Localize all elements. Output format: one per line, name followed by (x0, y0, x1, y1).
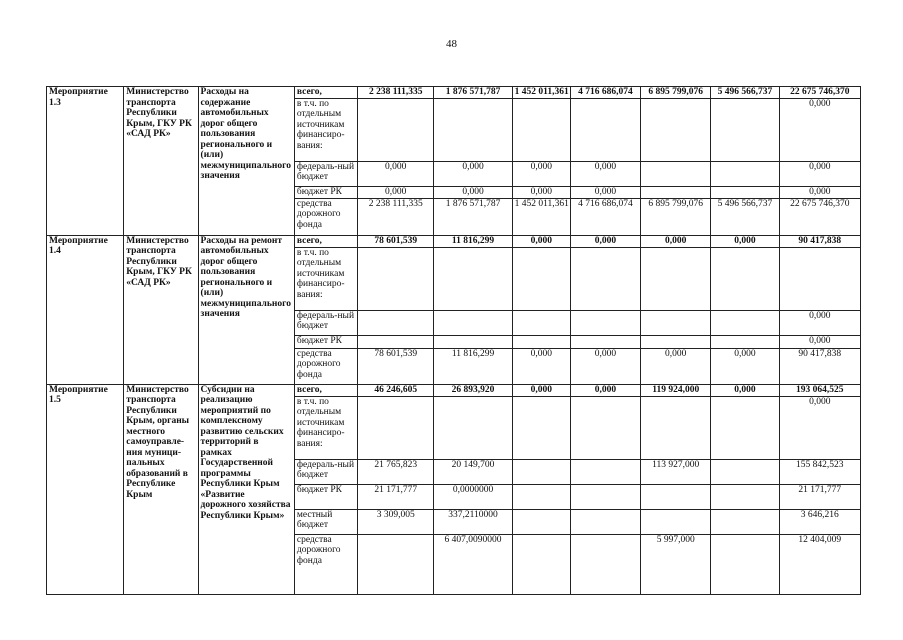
value-cell: 0,000 (512, 161, 570, 186)
source-cell: федераль-ный бюджет (294, 161, 357, 186)
source-cell: в т.ч. по отдельным источникам финансиро-вания: (294, 247, 357, 310)
value-cell: 78 601,539 (358, 235, 434, 247)
source-cell: средства дорожного фонда (294, 348, 357, 384)
value-cell (641, 186, 711, 198)
value-cell: 0,000 (434, 161, 512, 186)
value-cell: 22 675 746,370 (779, 87, 860, 99)
value-cell: 6 895 799,076 (641, 198, 711, 235)
value-cell: 0,000 (779, 396, 860, 459)
value-cell: 21 171,777 (358, 484, 434, 509)
value-cell: 11 816,299 (434, 348, 512, 384)
value-cell: 0,000 (711, 384, 779, 396)
source-cell: бюджет РК (294, 335, 357, 348)
value-cell: 113 927,000 (641, 459, 711, 484)
value-cell (711, 534, 779, 594)
value-cell (512, 396, 570, 459)
value-cell (711, 396, 779, 459)
source-cell: местный бюджет (294, 509, 357, 534)
event-cell: Мероприятие 1.3 (47, 87, 124, 236)
value-cell: 337,2110000 (434, 509, 512, 534)
value-cell (570, 396, 640, 459)
value-cell: 0,000 (779, 310, 860, 335)
value-cell (358, 534, 434, 594)
value-cell (641, 98, 711, 161)
value-cell: 0,000 (570, 384, 640, 396)
value-cell: 0,000 (641, 235, 711, 247)
description-cell: Расходы на ремонт автомобильных дорог общего пользования регионального и (или) межмуниципального значения (198, 235, 294, 384)
value-cell: 0,000 (570, 235, 640, 247)
value-cell (570, 509, 640, 534)
value-cell (641, 247, 711, 310)
value-cell (512, 247, 570, 310)
value-cell (434, 247, 512, 310)
value-cell (641, 484, 711, 509)
value-cell: 11 816,299 (434, 235, 512, 247)
value-cell (512, 459, 570, 484)
value-cell: 0,000 (512, 348, 570, 384)
budget-table (46, 86, 861, 595)
value-cell (711, 509, 779, 534)
value-cell (570, 534, 640, 594)
value-cell: 0,000 (779, 186, 860, 198)
value-cell (641, 509, 711, 534)
value-cell: 0,000 (434, 186, 512, 198)
value-cell: 0,000 (570, 161, 640, 186)
value-cell: 22 675 746,370 (779, 198, 860, 235)
value-cell (641, 161, 711, 186)
value-cell: 1 452 011,361 (512, 87, 570, 99)
value-cell (512, 484, 570, 509)
value-cell (711, 247, 779, 310)
description-cell: Субсидии на реализацию мероприятий по комплексному развитию сельских территорий в рамках Государственной программы Республики Крым «Развитие дорожного хозяйства Республики Крым» (198, 384, 294, 594)
event-cell: Мероприятие 1.5 (47, 384, 124, 594)
description-cell: Расходы на содержание автомобильных дорог общего пользования регионального и (или) межмуниципального значения (198, 87, 294, 236)
value-cell (779, 247, 860, 310)
value-cell (570, 98, 640, 161)
source-cell: средства дорожного фонда (294, 534, 357, 594)
value-cell: 21 765,823 (358, 459, 434, 484)
value-cell (570, 310, 640, 335)
value-cell: 0,000 (711, 235, 779, 247)
value-cell: 1 876 571,787 (434, 198, 512, 235)
value-cell (358, 98, 434, 161)
source-cell: бюджет РК (294, 186, 357, 198)
value-cell (711, 335, 779, 348)
source-cell: всего, (294, 235, 357, 247)
value-cell: 0,000 (779, 98, 860, 161)
value-cell: 12 404,009 (779, 534, 860, 594)
value-cell: 26 893,920 (434, 384, 512, 396)
value-cell: 3 646,216 (779, 509, 860, 534)
source-cell: бюджет РК (294, 484, 357, 509)
value-cell (711, 98, 779, 161)
value-cell: 0,000 (358, 186, 434, 198)
value-cell: 0,000 (512, 235, 570, 247)
source-cell: федераль-ный бюджет (294, 459, 357, 484)
value-cell: 0,000 (512, 186, 570, 198)
source-cell: федераль-ный бюджет (294, 310, 357, 335)
value-cell (570, 484, 640, 509)
value-cell: 0,0000000 (434, 484, 512, 509)
value-cell (434, 396, 512, 459)
value-cell: 5 496 566,737 (711, 198, 779, 235)
value-cell (641, 310, 711, 335)
executor-cell: Министерство транспорта Республики Крым, ГКУ РК «САД РК» (124, 87, 198, 236)
value-cell (512, 509, 570, 534)
value-cell (358, 310, 434, 335)
value-cell (641, 335, 711, 348)
executor-cell: Министерство транспорта Республики Крым, органы местного самоуправле-ния муници-пальных образований в Республике Крым (124, 384, 198, 594)
value-cell (711, 186, 779, 198)
value-cell (434, 98, 512, 161)
source-cell: в т.ч. по отдельным источникам финансиро-вания: (294, 396, 357, 459)
value-cell: 2 238 111,335 (358, 198, 434, 235)
value-cell (711, 161, 779, 186)
value-cell (570, 459, 640, 484)
value-cell (570, 247, 640, 310)
value-cell (512, 98, 570, 161)
value-cell: 3 309,005 (358, 509, 434, 534)
value-cell: 2 238 111,335 (358, 87, 434, 99)
value-cell: 20 149,700 (434, 459, 512, 484)
value-cell (358, 396, 434, 459)
value-cell: 155 842,523 (779, 459, 860, 484)
event-cell: Мероприятие 1.4 (47, 235, 124, 384)
value-cell (434, 310, 512, 335)
value-cell: 21 171,777 (779, 484, 860, 509)
value-cell: 5 997,000 (641, 534, 711, 594)
value-cell: 6 407,0090000 (434, 534, 512, 594)
value-cell: 46 246,605 (358, 384, 434, 396)
value-cell: 90 417,838 (779, 235, 860, 247)
value-cell (570, 335, 640, 348)
value-cell: 0,000 (779, 335, 860, 348)
value-cell: 90 417,838 (779, 348, 860, 384)
table-row (47, 235, 861, 247)
executor-cell: Министерство транспорта Республики Крым, ГКУ РК «САД РК» (124, 235, 198, 384)
value-cell: 0,000 (512, 384, 570, 396)
value-cell (512, 534, 570, 594)
value-cell (711, 484, 779, 509)
value-cell: 0,000 (570, 186, 640, 198)
value-cell (434, 335, 512, 348)
page-number: 48 (446, 38, 457, 50)
value-cell: 0,000 (641, 348, 711, 384)
source-cell: всего, (294, 384, 357, 396)
value-cell (641, 396, 711, 459)
value-cell: 1 876 571,787 (434, 87, 512, 99)
value-cell (358, 335, 434, 348)
value-cell: 5 496 566,737 (711, 87, 779, 99)
value-cell: 193 064,525 (779, 384, 860, 396)
value-cell (711, 459, 779, 484)
value-cell: 4 716 686,074 (570, 87, 640, 99)
table-row (47, 384, 861, 396)
value-cell: 0,000 (779, 161, 860, 186)
value-cell: 0,000 (358, 161, 434, 186)
value-cell: 78 601,539 (358, 348, 434, 384)
value-cell: 4 716 686,074 (570, 198, 640, 235)
value-cell: 1 452 011,361 (512, 198, 570, 235)
value-cell: 0,000 (711, 348, 779, 384)
value-cell (358, 247, 434, 310)
value-cell: 119 924,000 (641, 384, 711, 396)
source-cell: всего, (294, 87, 357, 99)
source-cell: средства дорожного фонда (294, 198, 357, 235)
value-cell (512, 335, 570, 348)
value-cell (512, 310, 570, 335)
table-row (47, 87, 861, 99)
value-cell: 0,000 (570, 348, 640, 384)
source-cell: в т.ч. по отдельным источникам финансиро-вания: (294, 98, 357, 161)
value-cell (711, 310, 779, 335)
value-cell: 6 895 799,076 (641, 87, 711, 99)
